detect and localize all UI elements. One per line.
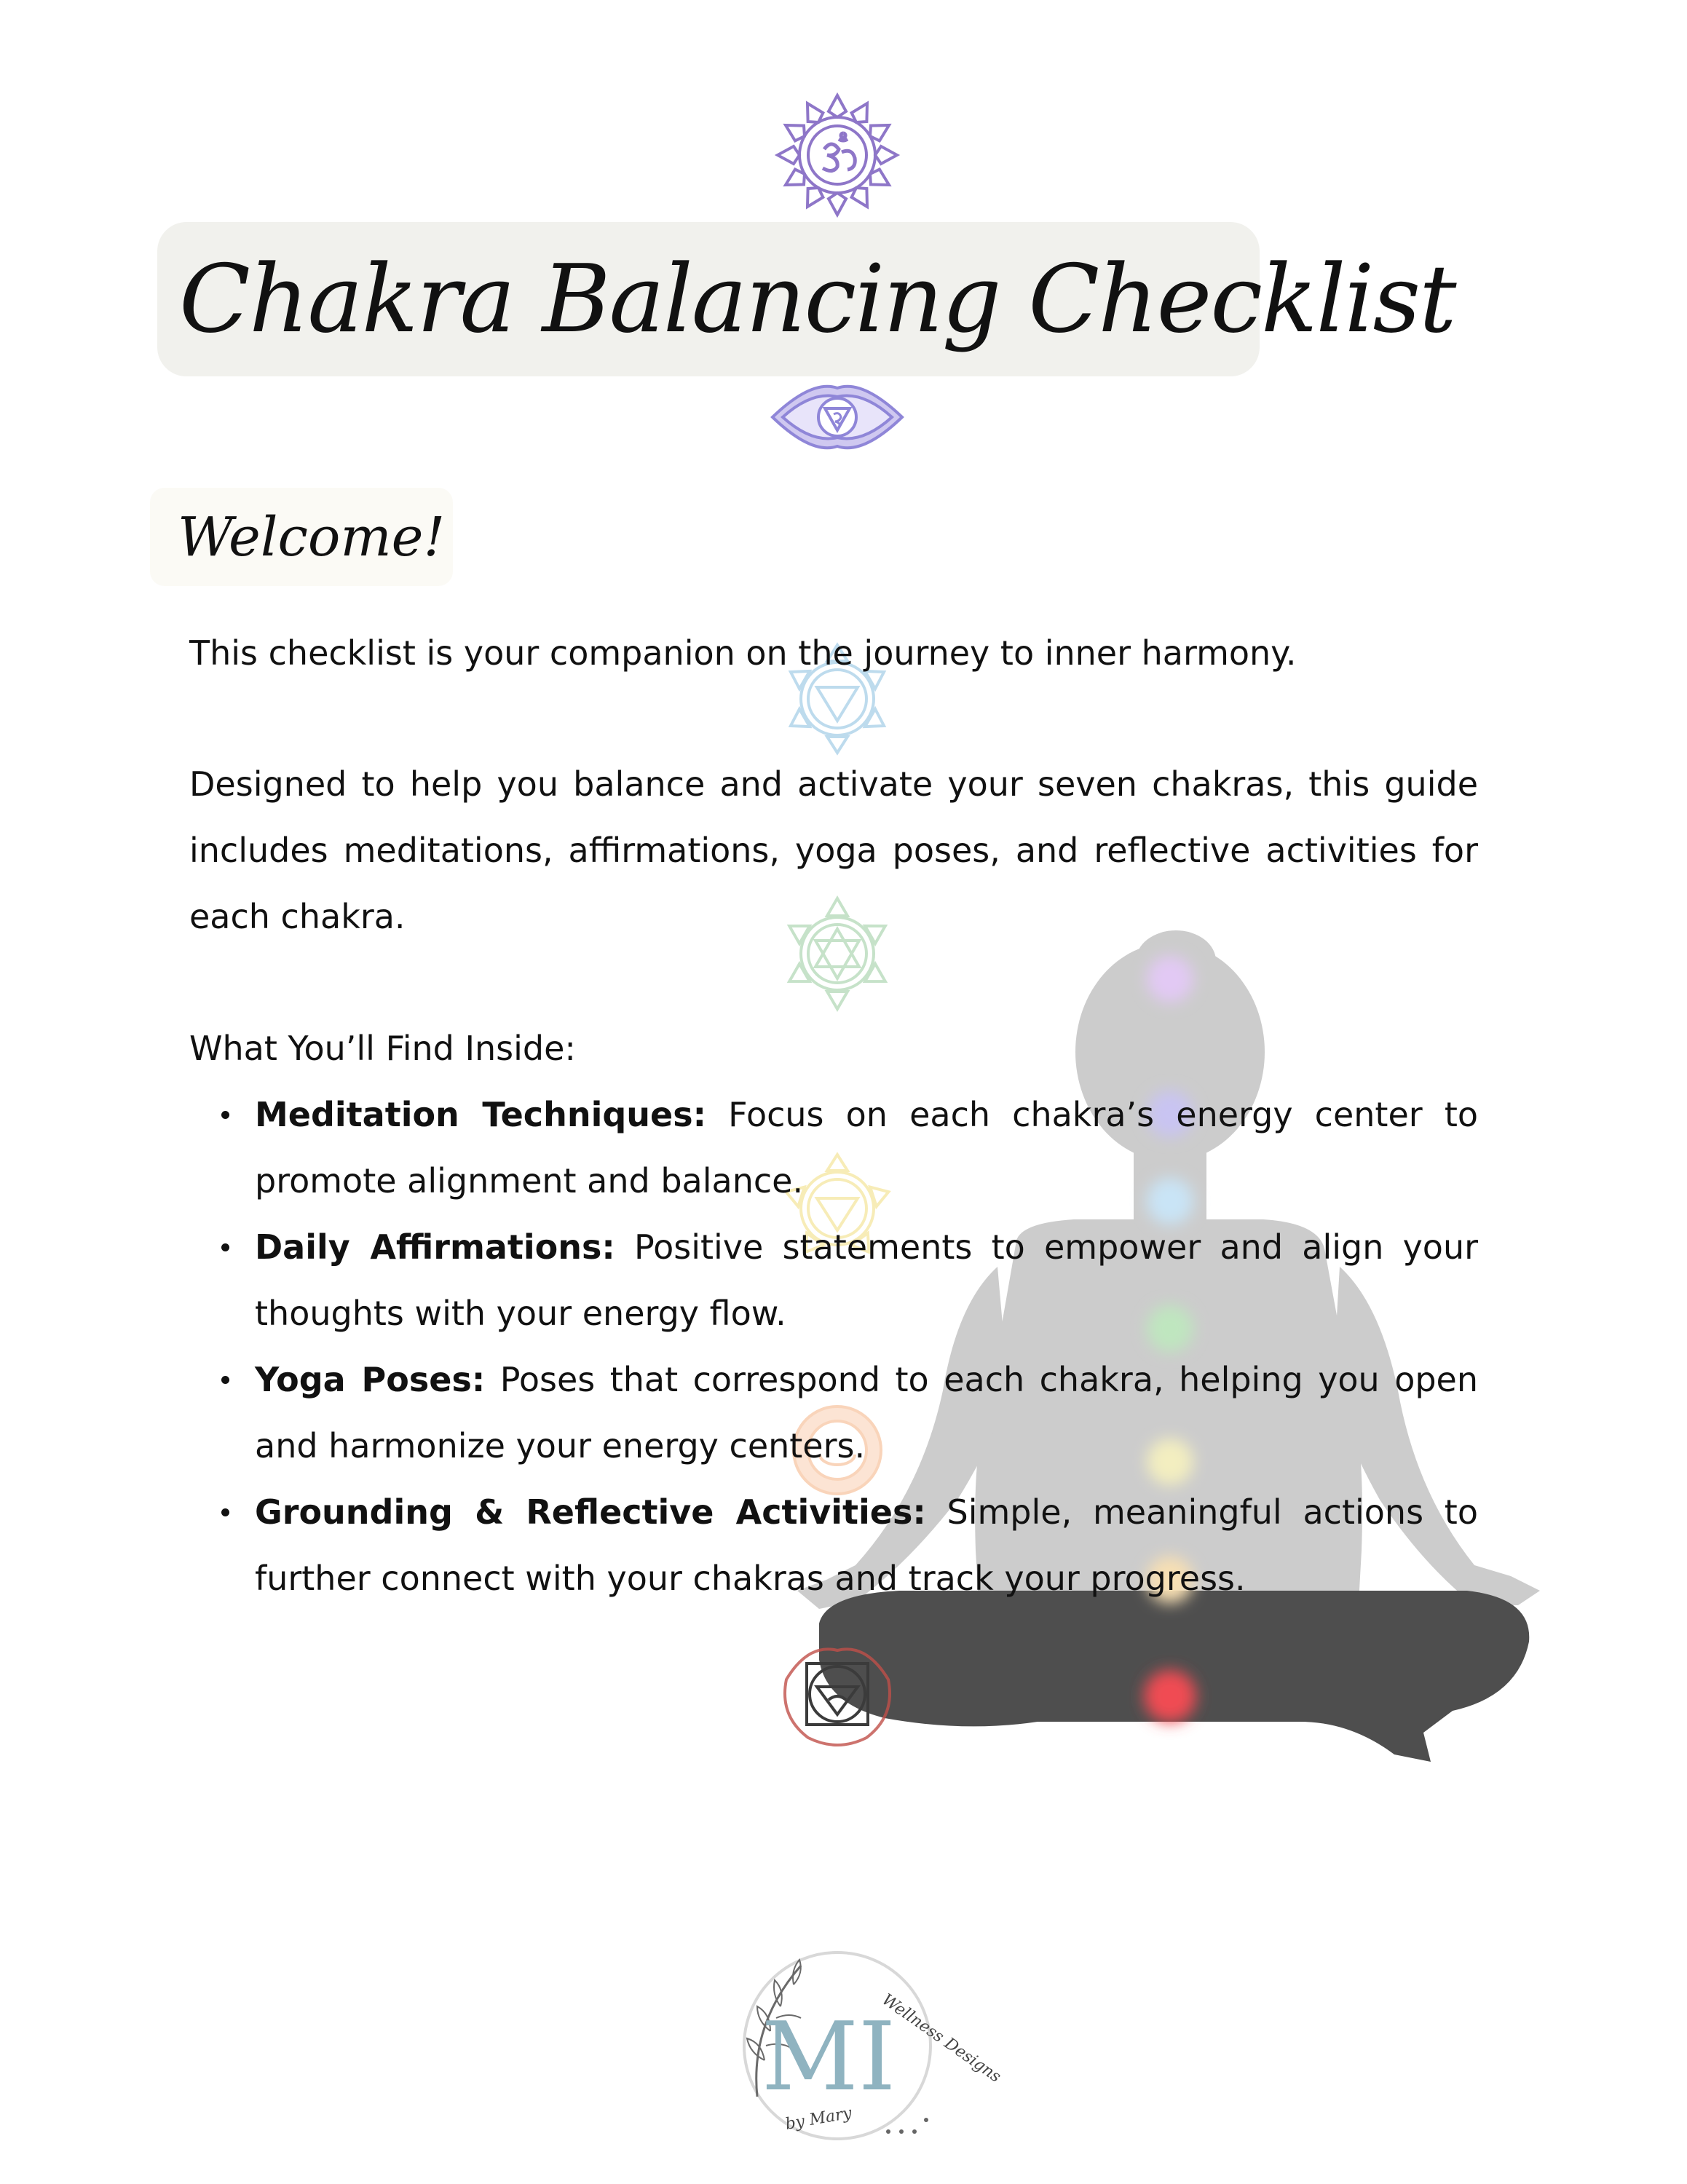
item-title: Yoga Poses: xyxy=(255,1360,486,1399)
crown-chakra-icon xyxy=(775,91,899,218)
list-item xyxy=(189,1347,1478,1479)
logo-tagline-top: Wellness Designs xyxy=(878,1990,1005,2086)
bullet-icon xyxy=(221,1243,229,1251)
brand-logo xyxy=(735,1936,1005,2155)
item-title: Meditation Techniques: xyxy=(255,1095,706,1134)
item-title: Grounding & Reflective Activities: xyxy=(255,1492,926,1532)
bullet-icon xyxy=(221,1111,229,1119)
page-title: Chakra Balancing Checklist xyxy=(179,245,1455,354)
bullet-icon xyxy=(221,1508,229,1516)
list-item xyxy=(189,1479,1478,1612)
logo-monogram: MI xyxy=(761,2001,896,2112)
item-title: Daily Affirmations: xyxy=(255,1227,615,1267)
inside-heading: What You’ll Find Inside: xyxy=(189,1029,576,1068)
list-item xyxy=(189,1082,1478,1214)
item-text: Poses that correspond to each chakra, helping you open and harmonize your energy centers. xyxy=(255,1360,1479,1465)
logo-tagline-bottom: by Mary xyxy=(783,2104,853,2134)
third-eye-chakra-icon xyxy=(768,382,906,451)
root-chakra-icon xyxy=(778,1634,897,1754)
item-text: Focus on each chakra’s energy center to promote alignment and balance. xyxy=(255,1095,1479,1200)
feature-list xyxy=(189,1082,1478,1612)
bullet-icon xyxy=(221,1376,229,1384)
welcome-heading: Welcome! xyxy=(178,506,446,569)
intro-text: This checklist is your companion on the journey to inner harmony. xyxy=(189,633,1297,673)
item-text: Positive statements to empower and align your thoughts with your energy flow. xyxy=(255,1227,1479,1333)
item-text: Simple, meaningful actions to further connect with your chakras and track your progress. xyxy=(255,1492,1478,1598)
list-item xyxy=(189,1214,1478,1347)
description-paragraph: Designed to help you balance and activate your seven chakras, this guide includes meditations, affirmations, yoga poses, and reflective activities for each chakra. xyxy=(189,764,1478,936)
